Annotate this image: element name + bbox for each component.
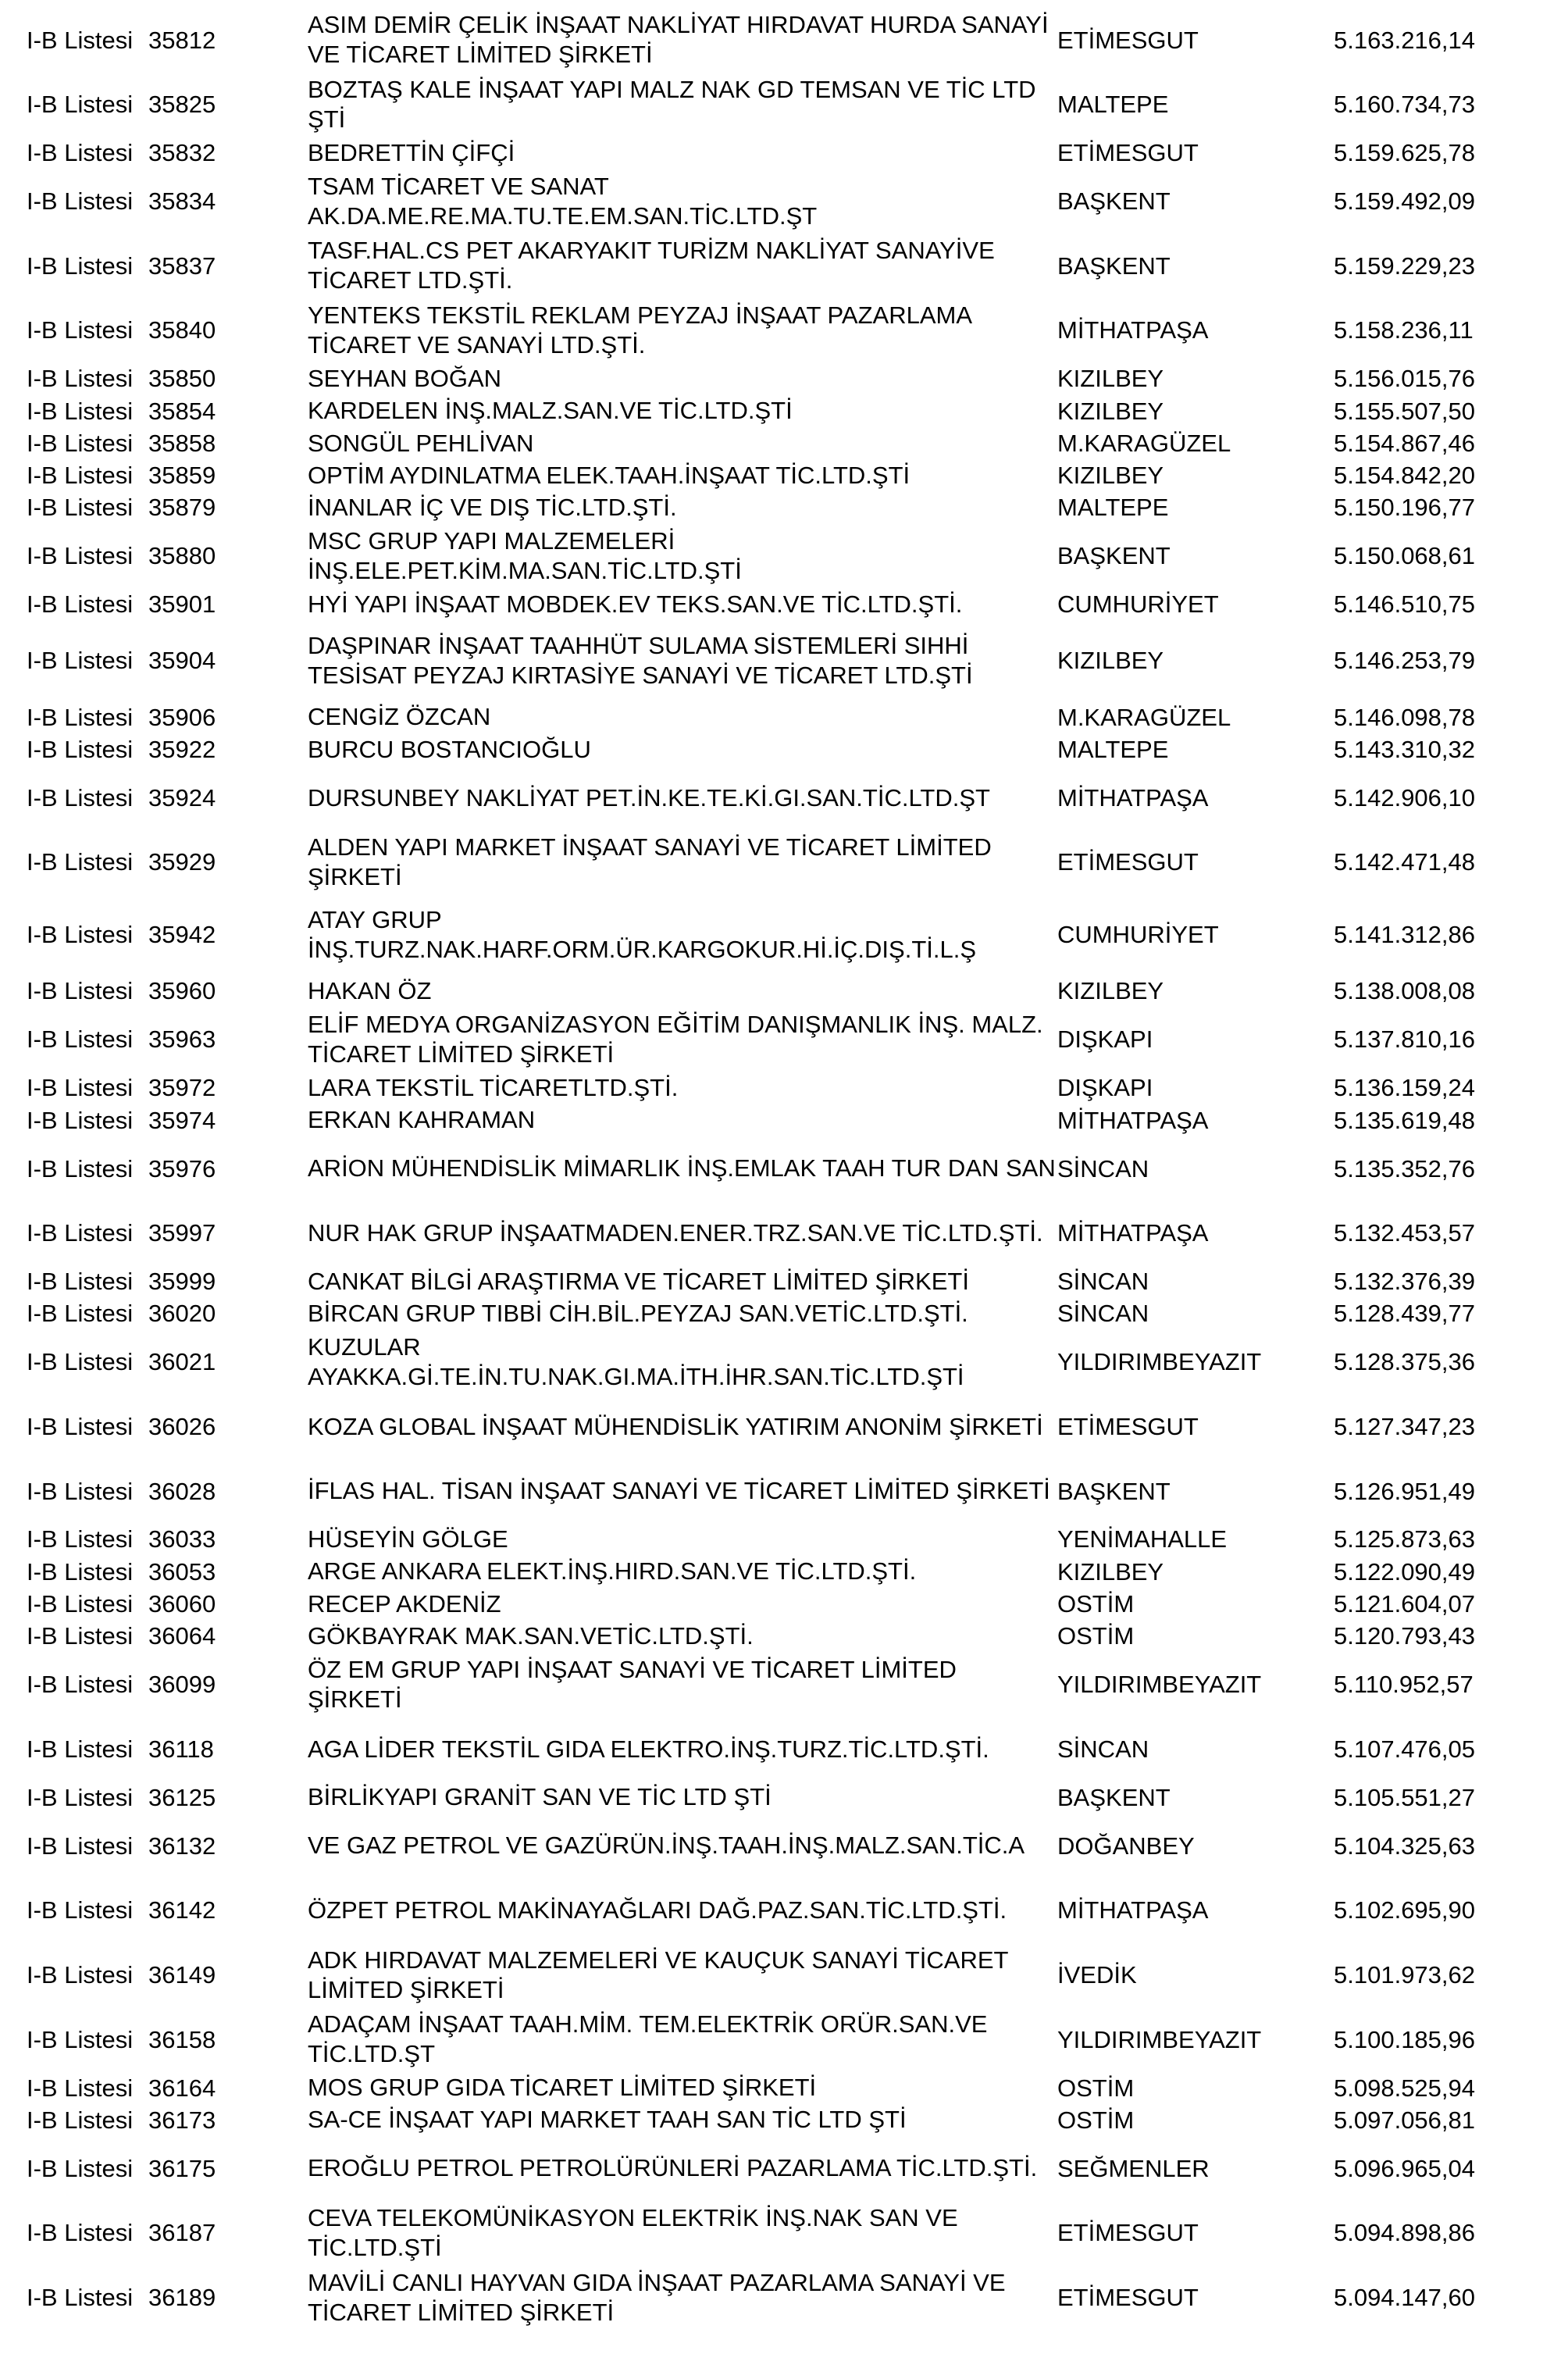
amount-cell: 5.154.842,20 <box>1334 462 1476 490</box>
debt-list-sheet <box>0 8 1568 2330</box>
table-row <box>0 395 1568 427</box>
company-name-cell: SONGÜL PEHLİVAN <box>308 429 534 457</box>
amount-cell: 5.135.619,48 <box>1334 1106 1476 1134</box>
amount-cell: 5.159.492,09 <box>1334 187 1476 216</box>
company-name-cell: AGA LİDER TEKSTİL GIDA ELEKTRO.İNŞ.TURZ.TİC.LTD.ŞTİ. <box>308 1735 989 1763</box>
table-row <box>0 975 1568 1007</box>
record-number-cell: 35879 <box>148 494 216 522</box>
record-number-cell: 36099 <box>148 1671 216 1699</box>
table-row <box>0 524 1568 589</box>
district-cell: YILDIRIMBEYAZIT <box>1057 1671 1262 1699</box>
district-cell: İVEDİK <box>1057 1960 1137 1989</box>
list-name-cell: I-B Listesi <box>27 2074 134 2102</box>
table-row <box>0 1620 1568 1652</box>
district-cell: MİTHATPAŞA <box>1057 1106 1209 1134</box>
amount-cell: 5.158.236,11 <box>1334 316 1474 344</box>
table-row <box>0 2136 1568 2201</box>
record-number-cell: 35901 <box>148 590 216 619</box>
company-name-cell: ELİF MEDYA ORGANİZASYON EĞİTİM DANIŞMANLIK İNŞ. MALZ. TİCARET LİMİTED ŞİRKETİ <box>308 1011 1043 1068</box>
company-name-cell: ASIM DEMİR ÇELİK İNŞAAT NAKLİYAT HIRDAVAT HURDA SANAYİ VE TİCARET LİMİTED ŞİRKETİ <box>308 11 1049 69</box>
list-name-cell: I-B Listesi <box>27 187 134 216</box>
record-number-cell: 35850 <box>148 365 216 393</box>
district-cell: OSTİM <box>1057 1622 1135 1650</box>
company-name-cell: İNANLAR İÇ VE DIŞ TİC.LTD.ŞTİ. <box>308 494 677 522</box>
record-number-cell: 35812 <box>148 26 216 54</box>
amount-cell: 5.128.439,77 <box>1334 1300 1476 1328</box>
amount-cell: 5.122.090,49 <box>1334 1557 1476 1585</box>
amount-cell: 5.102.695,90 <box>1334 1896 1476 1924</box>
table-row <box>0 701 1568 733</box>
list-name-cell: I-B Listesi <box>27 1074 134 1102</box>
district-cell: MİTHATPAŞA <box>1057 1896 1209 1924</box>
district-cell: BAŞKENT <box>1057 251 1171 280</box>
table-row <box>0 1878 1568 1943</box>
company-name-cell: ALDEN YAPI MARKET İNŞAAT SANAYİ VE TİCARET LİMİTED ŞİRKETİ <box>308 833 992 891</box>
district-cell: CUMHURİYET <box>1057 921 1219 949</box>
amount-cell: 5.127.347,23 <box>1334 1412 1476 1440</box>
list-name-cell: I-B Listesi <box>27 429 134 457</box>
district-cell: OSTİM <box>1057 2074 1135 2102</box>
list-name-cell: I-B Listesi <box>27 91 134 119</box>
list-name-cell: I-B Listesi <box>27 542 134 570</box>
record-number-cell: 36142 <box>148 1896 216 1924</box>
amount-cell: 5.110.952,57 <box>1334 1671 1474 1699</box>
amount-cell: 5.132.453,57 <box>1334 1219 1476 1247</box>
district-cell: ETİMESGUT <box>1057 2283 1199 2311</box>
company-name-cell: CEVA TELEKOMÜNİKASYON ELEKTRİK İNŞ.NAK SAN VE TİC.LTD.ŞTİ <box>308 2204 958 2261</box>
list-name-cell: I-B Listesi <box>27 1735 134 1763</box>
district-cell: MİTHATPAŞA <box>1057 783 1209 811</box>
record-number-cell: 35963 <box>148 1025 216 1054</box>
company-name-cell: NUR HAK GRUP İNŞAATMADEN.ENER.TRZ.SAN.VE TİC.LTD.ŞTİ. <box>308 1218 1043 1247</box>
district-cell: YENİMAHALLE <box>1057 1525 1228 1553</box>
company-name-cell: VE GAZ PETROL VE GAZÜRÜN.İNŞ.TAAH.İNŞ.MALZ.SAN.TİC.A <box>308 1832 1025 1860</box>
record-number-cell: 35922 <box>148 735 216 763</box>
amount-cell: 5.120.793,43 <box>1334 1622 1476 1650</box>
district-cell: SİNCAN <box>1057 1735 1149 1763</box>
amount-cell: 5.156.015,76 <box>1334 365 1476 393</box>
amount-cell: 5.138.008,08 <box>1334 977 1476 1005</box>
record-number-cell: 35840 <box>148 316 216 344</box>
table-row <box>0 1136 1568 1201</box>
company-name-cell: MOS GRUP GIDA TİCARET LİMİTED ŞİRKETİ <box>308 2074 817 2102</box>
company-name-cell: İFLAS HAL. TİSAN İNŞAAT SANAYİ VE TİCARET LİMİTED ŞİRKETİ <box>308 1477 1050 1505</box>
district-cell: DIŞKAPI <box>1057 1074 1153 1102</box>
company-name-cell: CENGİZ ÖZCAN <box>308 703 491 731</box>
amount-cell: 5.098.525,94 <box>1334 2074 1476 2102</box>
list-name-cell: I-B Listesi <box>27 1622 134 1650</box>
record-number-cell: 36028 <box>148 1477 216 1505</box>
table-row <box>0 362 1568 394</box>
list-name-cell: I-B Listesi <box>27 647 134 675</box>
amount-cell: 5.121.604,07 <box>1334 1590 1476 1618</box>
table-row <box>0 1104 1568 1136</box>
list-name-cell: I-B Listesi <box>27 1300 134 1328</box>
list-name-cell: I-B Listesi <box>27 365 134 393</box>
record-number-cell: 36026 <box>148 1412 216 1440</box>
list-name-cell: I-B Listesi <box>27 1348 134 1376</box>
record-number-cell: 36187 <box>148 2219 216 2247</box>
table-row <box>0 1459 1568 1524</box>
table-row <box>0 8 1568 73</box>
amount-cell: 5.141.312,86 <box>1334 921 1476 949</box>
company-name-cell: ADAÇAM İNŞAAT TAAH.MİM. TEM.ELEKTRİK ORÜR.SAN.VE TİC.LTD.ŞT <box>308 2010 988 2068</box>
record-number-cell: 36118 <box>148 1735 214 1763</box>
district-cell: KIZILBEY <box>1057 647 1164 675</box>
table-row <box>0 1942 1568 2007</box>
record-number-cell: 35880 <box>148 542 216 570</box>
record-number-cell: 35974 <box>148 1106 216 1134</box>
table-row <box>0 1201 1568 1266</box>
company-name-cell: EROĞLU PETROL PETROLÜRÜNLERİ PAZARLAMA TİC.LTD.ŞTİ. <box>308 2154 1038 2182</box>
record-number-cell: 36164 <box>148 2074 216 2102</box>
list-name-cell: I-B Listesi <box>27 1219 134 1247</box>
district-cell: OSTİM <box>1057 1590 1135 1618</box>
table-row <box>0 2201 1568 2266</box>
record-number-cell: 36189 <box>148 2283 216 2311</box>
record-number-cell: 35837 <box>148 251 216 280</box>
list-name-cell: I-B Listesi <box>27 1477 134 1505</box>
record-number-cell: 36132 <box>148 1832 216 1860</box>
list-name-cell: I-B Listesi <box>27 462 134 490</box>
record-number-cell: 35832 <box>148 139 216 167</box>
record-number-cell: 35976 <box>148 1154 216 1182</box>
district-cell: M.KARAGÜZEL <box>1057 429 1231 457</box>
company-name-cell: MAVİLİ CANLI HAYVAN GIDA İNŞAAT PAZARLAMA SANAYİ VE TİCARET LİMİTED ŞİRKETİ <box>308 2268 1006 2326</box>
table-row <box>0 1588 1568 1620</box>
list-name-cell: I-B Listesi <box>27 1832 134 1860</box>
company-name-cell: YENTEKS TEKSTİL REKLAM PEYZAJ İNŞAAT PAZARLAMA TİCARET VE SANAYİ LTD.ŞTİ. <box>308 301 971 358</box>
company-name-cell: HYİ YAPI İNŞAAT MOBDEK.EV TEKS.SAN.VE TİC.LTD.ŞTİ. <box>308 590 963 618</box>
list-name-cell: I-B Listesi <box>27 2106 134 2134</box>
list-name-cell: I-B Listesi <box>27 1412 134 1440</box>
district-cell: DOĞANBEY <box>1057 1832 1195 1860</box>
table-row <box>0 1782 1568 1814</box>
table-row <box>0 1330 1568 1395</box>
table-row <box>0 621 1568 701</box>
company-name-cell: CANKAT BİLGİ ARAŞTIRMA VE TİCARET LİMİTED ŞİRKETİ <box>308 1267 969 1295</box>
amount-cell: 5.154.867,46 <box>1334 429 1476 457</box>
district-cell: SİNCAN <box>1057 1154 1149 1182</box>
district-cell: CUMHURİYET <box>1057 590 1219 619</box>
company-name-cell: ADK HIRDAVAT MALZEMELERİ VE KAUÇUK SANAYİ TİCARET LİMİTED ŞİRKETİ <box>308 1946 1008 2003</box>
record-number-cell: 35924 <box>148 783 216 811</box>
list-name-cell: I-B Listesi <box>27 1106 134 1134</box>
debt-list-table <box>0 8 1568 2330</box>
list-name-cell: I-B Listesi <box>27 1154 134 1182</box>
district-cell: KIZILBEY <box>1057 397 1164 425</box>
table-row <box>0 1265 1568 1297</box>
company-name-cell: TSAM TİCARET VE SANAT AK.DA.ME.RE.MA.TU.TE.EM.SAN.TİC.LTD.ŞT <box>308 172 818 230</box>
district-cell: BAŞKENT <box>1057 1477 1171 1505</box>
amount-cell: 5.107.476,05 <box>1334 1735 1476 1763</box>
district-cell: KIZILBEY <box>1057 365 1164 393</box>
table-row <box>0 1008 1568 1072</box>
district-cell: MİTHATPAŞA <box>1057 1219 1209 1247</box>
company-name-cell: ÖZ EM GRUP YAPI İNŞAAT SANAYİ VE TİCARET LİMİTED ŞİRKETİ <box>308 1655 957 1713</box>
company-name-cell: SEYHAN BOĞAN <box>308 364 502 392</box>
district-cell: OSTİM <box>1057 2106 1135 2134</box>
company-name-cell: GÖKBAYRAK MAK.SAN.VETİC.LTD.ŞTİ. <box>308 1622 754 1650</box>
district-cell: M.KARAGÜZEL <box>1057 703 1231 731</box>
amount-cell: 5.104.325,63 <box>1334 1832 1476 1860</box>
list-name-cell: I-B Listesi <box>27 2219 134 2247</box>
company-name-cell: TASF.HAL.CS PET AKARYAKIT TURİZM NAKLİYAT SANAYİVE TİCARET LTD.ŞTİ. <box>308 237 995 294</box>
company-name-cell: ARİON MÜHENDİSLİK MİMARLIK İNŞ.EMLAK TAAH TUR DAN SAN <box>308 1154 1056 1182</box>
record-number-cell: 36175 <box>148 2154 216 2182</box>
list-name-cell: I-B Listesi <box>27 397 134 425</box>
list-name-cell: I-B Listesi <box>27 1960 134 1989</box>
company-name-cell: BİRCAN GRUP TIBBİ CİH.BİL.PEYZAJ SAN.VETİC.LTD.ŞTİ. <box>308 1300 968 1328</box>
table-row <box>0 73 1568 137</box>
district-cell: DIŞKAPI <box>1057 1025 1153 1054</box>
amount-cell: 5.132.376,39 <box>1334 1268 1476 1296</box>
record-number-cell: 35906 <box>148 703 216 731</box>
district-cell: ETİMESGUT <box>1057 139 1199 167</box>
table-row <box>0 137 1568 169</box>
company-name-cell: DURSUNBEY NAKLİYAT PET.İN.KE.TE.Kİ.GI.SAN.TİC.LTD.ŞT <box>308 783 990 811</box>
list-name-cell: I-B Listesi <box>27 703 134 731</box>
amount-cell: 5.142.471,48 <box>1334 848 1476 876</box>
record-number-cell: 36173 <box>148 2106 216 2134</box>
record-number-cell: 35960 <box>148 977 216 1005</box>
table-row <box>0 234 1568 298</box>
company-name-cell: ÖZPET PETROL MAKİNAYAĞLARI DAĞ.PAZ.SAN.TİC.LTD.ŞTİ. <box>308 1896 1007 1924</box>
record-number-cell: 35834 <box>148 187 216 216</box>
list-name-cell: I-B Listesi <box>27 1671 134 1699</box>
company-name-cell: BEDRETTİN ÇİFÇİ <box>308 138 515 166</box>
table-row <box>0 1653 1568 1717</box>
list-name-cell: I-B Listesi <box>27 783 134 811</box>
table-row <box>0 830 1568 895</box>
company-name-cell: BİRLİKYAPI GRANİT SAN VE TİC LTD ŞTİ <box>308 1783 772 1811</box>
list-name-cell: I-B Listesi <box>27 1268 134 1296</box>
district-cell: SİNCAN <box>1057 1268 1149 1296</box>
amount-cell: 5.150.196,77 <box>1334 494 1476 522</box>
company-name-cell: HÜSEYİN GÖLGE <box>308 1525 508 1553</box>
amount-cell: 5.105.551,27 <box>1334 1783 1476 1811</box>
amount-cell: 5.101.973,62 <box>1334 1960 1476 1989</box>
record-number-cell: 35972 <box>148 1074 216 1102</box>
list-name-cell: I-B Listesi <box>27 2025 134 2053</box>
table-row <box>0 2104 1568 2136</box>
record-number-cell: 36020 <box>148 1300 216 1328</box>
amount-cell: 5.137.810,16 <box>1334 1025 1476 1054</box>
record-number-cell: 35825 <box>148 91 216 119</box>
record-number-cell: 36149 <box>148 1960 216 1989</box>
company-name-cell: BOZTAŞ KALE İNŞAAT YAPI MALZ NAK GD TEMSAN VE TİC LTD ŞTİ <box>308 75 1036 133</box>
table-row <box>0 588 1568 620</box>
district-cell: ETİMESGUT <box>1057 848 1199 876</box>
amount-cell: 5.128.375,36 <box>1334 1348 1476 1376</box>
district-cell: YILDIRIMBEYAZIT <box>1057 2025 1262 2053</box>
table-row <box>0 427 1568 459</box>
record-number-cell: 35999 <box>148 1268 216 1296</box>
district-cell: KIZILBEY <box>1057 1557 1164 1585</box>
list-name-cell: I-B Listesi <box>27 251 134 280</box>
table-body <box>0 8 1568 2330</box>
table-row <box>0 2072 1568 2104</box>
list-name-cell: I-B Listesi <box>27 2154 134 2182</box>
amount-cell: 5.163.216,14 <box>1334 26 1476 54</box>
amount-cell: 5.135.352,76 <box>1334 1154 1476 1182</box>
list-name-cell: I-B Listesi <box>27 139 134 167</box>
district-cell: BAŞKENT <box>1057 187 1171 216</box>
amount-cell: 5.159.229,23 <box>1334 251 1476 280</box>
amount-cell: 5.146.098,78 <box>1334 703 1476 731</box>
company-name-cell: MSC GRUP YAPI MALZEMELERİ İNŞ.ELE.PET.KİM.MA.SAN.TİC.LTD.ŞTİ <box>308 527 742 585</box>
record-number-cell: 36060 <box>148 1590 216 1618</box>
list-name-cell: I-B Listesi <box>27 1557 134 1585</box>
company-name-cell: ERKAN KAHRAMAN <box>308 1106 536 1134</box>
table-row <box>0 491 1568 523</box>
company-name-cell: DAŞPINAR İNŞAAT TAAHHÜT SULAMA SİSTEMLERİ SIHHİ TESİSAT PEYZAJ KIRTASİYE SANAYİ VE TİCARET LTD.ŞTİ <box>308 632 973 690</box>
table-row <box>0 2007 1568 2072</box>
record-number-cell: 36033 <box>148 1525 216 1553</box>
amount-cell: 5.146.510,75 <box>1334 590 1476 619</box>
record-number-cell: 35997 <box>148 1219 216 1247</box>
record-number-cell: 36053 <box>148 1557 216 1585</box>
amount-cell: 5.094.147,60 <box>1334 2283 1476 2311</box>
amount-cell: 5.159.625,78 <box>1334 139 1476 167</box>
company-name-cell: LARA TEKSTİL TİCARETLTD.ŞTİ. <box>308 1073 679 1101</box>
record-number-cell: 35942 <box>148 921 216 949</box>
district-cell: MİTHATPAŞA <box>1057 316 1209 344</box>
list-name-cell: I-B Listesi <box>27 977 134 1005</box>
list-name-cell: I-B Listesi <box>27 848 134 876</box>
record-number-cell: 35929 <box>148 848 216 876</box>
table-row <box>0 1297 1568 1329</box>
amount-cell: 5.125.873,63 <box>1334 1525 1476 1553</box>
amount-cell: 5.094.898,86 <box>1334 2219 1476 2247</box>
amount-cell: 5.142.906,10 <box>1334 783 1476 811</box>
amount-cell: 5.136.159,24 <box>1334 1074 1476 1102</box>
amount-cell: 5.150.068,61 <box>1334 542 1476 570</box>
table-row <box>0 1394 1568 1459</box>
list-name-cell: I-B Listesi <box>27 1590 134 1618</box>
district-cell: ETİMESGUT <box>1057 1412 1199 1440</box>
district-cell: MALTEPE <box>1057 735 1169 763</box>
company-name-cell: BURCU BOSTANCIOĞLU <box>308 735 591 763</box>
table-row <box>0 894 1568 975</box>
district-cell: ETİMESGUT <box>1057 2219 1199 2247</box>
district-cell: ETİMESGUT <box>1057 26 1199 54</box>
table-row <box>0 733 1568 765</box>
list-name-cell: I-B Listesi <box>27 1783 134 1811</box>
amount-cell: 5.100.185,96 <box>1334 2025 1476 2053</box>
company-name-cell: KOZA GLOBAL İNŞAAT MÜHENDİSLİK YATIRIM ANONİM ŞİRKETİ <box>308 1412 1043 1440</box>
district-cell: SEĞMENLER <box>1057 2154 1210 2182</box>
list-name-cell: I-B Listesi <box>27 26 134 54</box>
list-name-cell: I-B Listesi <box>27 494 134 522</box>
company-name-cell: KARDELEN İNŞ.MALZ.SAN.VE TİC.LTD.ŞTİ <box>308 397 793 425</box>
company-name-cell: SA-CE İNŞAAT YAPI MARKET TAAH SAN TİC LTD ŞTİ <box>308 2106 907 2134</box>
district-cell: KIZILBEY <box>1057 462 1164 490</box>
table-row <box>0 1523 1568 1555</box>
amount-cell: 5.160.734,73 <box>1334 91 1476 119</box>
record-number-cell: 35854 <box>148 397 216 425</box>
company-name-cell: ATAY GRUP İNŞ.TURZ.NAK.HARF.ORM.ÜR.KARGOKUR.Hİ.İÇ.DIŞ.Tİ.L.Ş <box>308 905 977 963</box>
district-cell: KIZILBEY <box>1057 977 1164 1005</box>
list-name-cell: I-B Listesi <box>27 1525 134 1553</box>
table-row <box>0 1072 1568 1104</box>
table-row <box>0 169 1568 234</box>
record-number-cell: 35858 <box>148 429 216 457</box>
amount-cell: 5.097.056,81 <box>1334 2106 1476 2134</box>
district-cell: MALTEPE <box>1057 494 1169 522</box>
district-cell: MALTEPE <box>1057 91 1169 119</box>
table-row <box>0 298 1568 363</box>
list-name-cell: I-B Listesi <box>27 316 134 344</box>
district-cell: YILDIRIMBEYAZIT <box>1057 1348 1262 1376</box>
table-row <box>0 2265 1568 2330</box>
list-name-cell: I-B Listesi <box>27 1025 134 1054</box>
company-name-cell: RECEP AKDENİZ <box>308 1589 501 1618</box>
table-row <box>0 1556 1568 1588</box>
amount-cell: 5.143.310,32 <box>1334 735 1476 763</box>
table-row <box>0 459 1568 491</box>
amount-cell: 5.126.951,49 <box>1334 1477 1476 1505</box>
list-name-cell: I-B Listesi <box>27 1896 134 1924</box>
list-name-cell: I-B Listesi <box>27 590 134 619</box>
company-name-cell: OPTİM AYDINLATMA ELEK.TAAH.İNŞAAT TİC.LTD.ŞTİ <box>308 461 911 489</box>
district-cell: SİNCAN <box>1057 1300 1149 1328</box>
record-number-cell: 36158 <box>148 2025 216 2053</box>
table-row <box>0 765 1568 830</box>
record-number-cell: 35904 <box>148 647 216 675</box>
record-number-cell: 36021 <box>148 1348 216 1376</box>
company-name-cell: ARGE ANKARA ELEKT.İNŞ.HIRD.SAN.VE TİC.LTD.ŞTİ. <box>308 1557 917 1585</box>
record-number-cell: 36125 <box>148 1783 216 1811</box>
amount-cell: 5.096.965,04 <box>1334 2154 1476 2182</box>
list-name-cell: I-B Listesi <box>27 921 134 949</box>
amount-cell: 5.146.253,79 <box>1334 647 1476 675</box>
company-name-cell: HAKAN ÖZ <box>308 977 432 1005</box>
list-name-cell: I-B Listesi <box>27 735 134 763</box>
record-number-cell: 36064 <box>148 1622 216 1650</box>
list-name-cell: I-B Listesi <box>27 2283 134 2311</box>
table-row <box>0 1717 1568 1782</box>
company-name-cell: KUZULAR AYAKKA.Gİ.TE.İN.TU.NAK.GI.MA.İTH.İHR.SAN.TİC.LTD.ŞTİ <box>308 1332 964 1390</box>
record-number-cell: 35859 <box>148 462 216 490</box>
amount-cell: 5.155.507,50 <box>1334 397 1476 425</box>
district-cell: BAŞKENT <box>1057 542 1171 570</box>
district-cell: BAŞKENT <box>1057 1783 1171 1811</box>
table-row <box>0 1814 1568 1878</box>
